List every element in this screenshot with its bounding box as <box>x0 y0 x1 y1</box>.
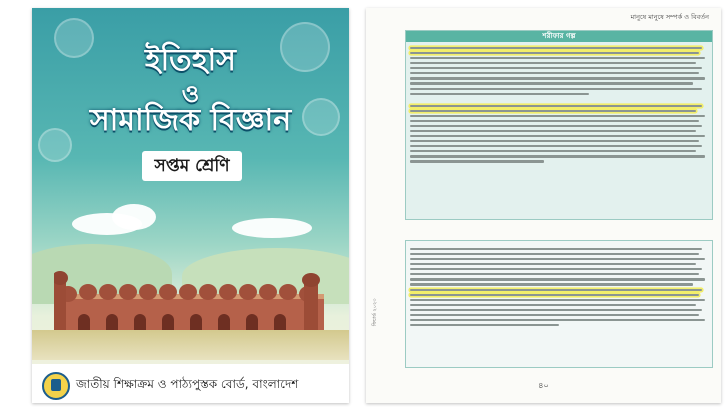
story-box-title: শরীফার গল্প <box>406 31 712 42</box>
cover-title-line1: ইতিহাস <box>145 43 236 78</box>
story-continuation <box>405 240 713 368</box>
side-note: ফিচার্ড ২০২৩ <box>372 298 378 326</box>
ground <box>32 330 349 360</box>
story-paragraph-3 <box>406 241 712 331</box>
grade-banner: সপ্তম শ্রেণি <box>142 151 242 181</box>
cover-title-line2: ও <box>181 80 200 108</box>
nctb-logo-icon <box>42 372 70 400</box>
publisher-name: জাতীয় শিক্ষাক্রম ও পাঠ্যপুস্তক বোর্ড, বাংলাদেশ <box>76 377 299 391</box>
page-number: ৪০ <box>538 381 549 390</box>
running-head: মানুষে মানুষে সম্পর্ক ও বিবর্তন <box>630 13 709 21</box>
cloud <box>232 218 312 238</box>
textbook-page <box>366 8 721 403</box>
story-box <box>405 30 713 220</box>
cover-title-line3: সামাজিক বিজ্ঞান <box>89 103 292 138</box>
story-paragraph-2 <box>406 100 712 168</box>
book-cover <box>32 8 349 403</box>
cloud <box>112 204 156 230</box>
story-paragraph-1 <box>406 42 712 100</box>
